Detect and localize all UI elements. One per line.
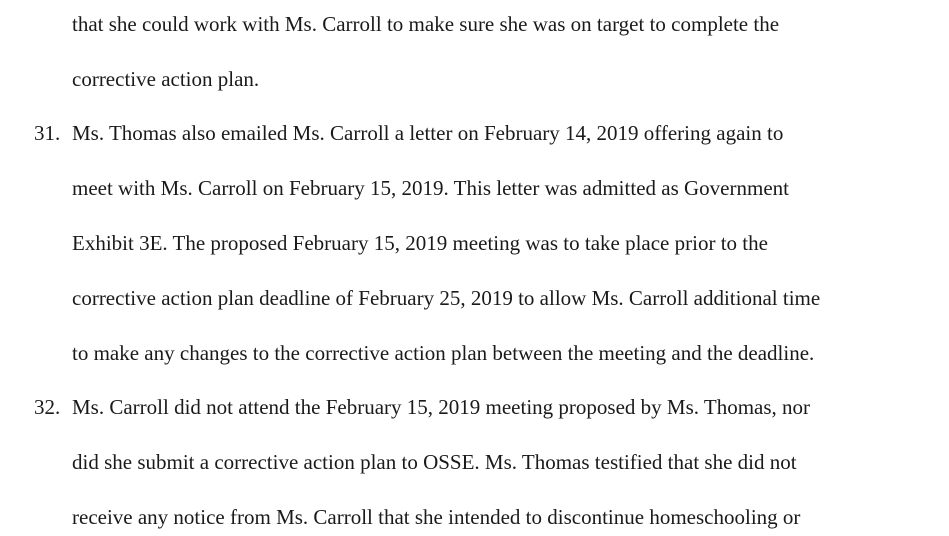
text-line: that she could work with Ms. Carroll to make sure she was on target to complete the: [72, 12, 780, 36]
text-line: to make any changes to the corrective action plan between the meeting and the deadline.: [72, 341, 815, 365]
text-line: Ms. Carroll did not attend the February 15, 2019 meeting proposed by Ms. Thomas, nor: [72, 395, 811, 419]
text-line: receive any notice from Ms. Carroll that she intended to discontinue homeschooling or: [72, 505, 801, 529]
text-line: corrective action plan deadline of February 25, 2019 to allow Ms. Carroll additional time: [72, 286, 821, 310]
text-line: did she submit a corrective action plan to OSSE. Ms. Thomas testified that she did not: [72, 450, 797, 474]
text-line: meet with Ms. Carroll on February 15, 2019. This letter was admitted as Government: [72, 176, 789, 200]
paragraph-number: 32.: [34, 395, 61, 419]
text-line: corrective action plan.: [72, 67, 260, 91]
paragraph-number: 31.: [34, 121, 61, 145]
text-line: Exhibit 3E. The proposed February 15, 2019 meeting was to take place prior to the: [72, 231, 768, 255]
text-line: Ms. Thomas also emailed Ms. Carroll a letter on February 14, 2019 offering again to: [72, 121, 784, 145]
